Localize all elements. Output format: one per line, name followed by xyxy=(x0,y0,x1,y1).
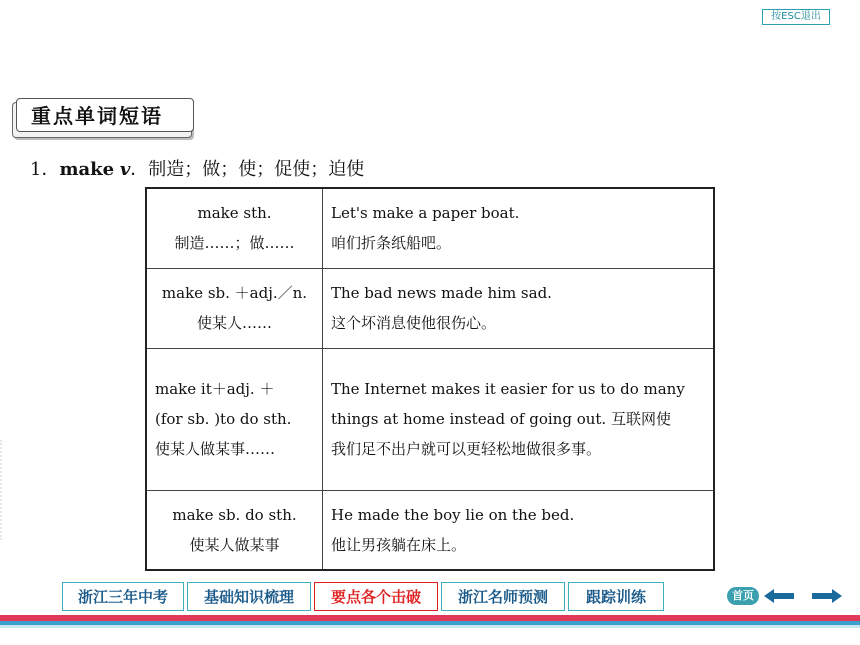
tab-practice[interactable]: 跟踪训练 xyxy=(568,582,664,611)
usage-pattern: make sb. do sth. xyxy=(172,505,297,524)
usage-table xyxy=(145,187,715,571)
esc-exit-button[interactable]: 按ESC退出 xyxy=(762,9,830,25)
example-english: The bad news made him sad. xyxy=(331,284,552,302)
decorative-dotted-line xyxy=(0,440,32,540)
tab-zhejiang-exams[interactable]: 浙江三年中考 xyxy=(62,582,184,611)
table-row xyxy=(146,490,714,570)
tab-teacher-predictions[interactable]: 浙江名师预测 xyxy=(441,582,565,611)
entry-heading xyxy=(30,155,364,181)
entry-meaning: ．制造；做；使；促使；迫使 xyxy=(130,159,365,180)
example-cell xyxy=(323,348,715,490)
example-english: Let's make a paper boat. xyxy=(331,204,520,223)
usage-pattern: make it＋adj. ＋ xyxy=(155,380,275,398)
bottom-bar-light xyxy=(0,625,860,628)
usage-pattern: make sb. ＋adj.／n. xyxy=(161,284,308,302)
example-chinese: 我们足不出户就可以更轻松地做很多事。 xyxy=(331,440,602,458)
section-title: 重点单词短语 xyxy=(16,98,194,132)
example-cell xyxy=(323,268,715,348)
entry-word: make xyxy=(59,159,115,180)
entry-part-of-speech: v xyxy=(119,159,131,180)
section-title-tag xyxy=(12,98,192,138)
usage-pattern-cell xyxy=(146,490,323,570)
table-row xyxy=(146,268,714,348)
table-row xyxy=(146,348,714,490)
entry-number: 1． xyxy=(30,159,60,180)
usage-pattern-continued: (for sb. )to do sth. xyxy=(155,410,292,428)
arrow-left-icon[interactable] xyxy=(764,587,794,605)
example-cell xyxy=(323,490,715,570)
example-english-continued: things at home instead of going out. 互联网使 xyxy=(331,410,671,428)
tab-basic-knowledge[interactable]: 基础知识梳理 xyxy=(187,582,311,611)
usage-meaning: 使某人…… xyxy=(196,314,272,332)
usage-pattern-cell xyxy=(146,348,323,490)
example-chinese: 咱们折条纸船吧。 xyxy=(331,234,452,253)
arrow-right-icon[interactable] xyxy=(812,587,842,605)
table-row xyxy=(146,188,714,268)
example-chinese: 他让男孩躺在床上。 xyxy=(331,535,467,554)
usage-meaning: 使某人做某事…… xyxy=(155,440,276,458)
example-english: He made the boy lie on the bed. xyxy=(331,505,575,524)
tab-key-points[interactable]: 要点各个击破 xyxy=(314,582,438,611)
usage-meaning: 使某人做某事 xyxy=(189,535,280,554)
usage-pattern-cell xyxy=(146,268,323,348)
usage-pattern-cell xyxy=(146,188,323,268)
example-cell xyxy=(323,188,715,268)
example-english: The Internet makes it easier for us to do many xyxy=(331,380,685,398)
usage-meaning: 制造……；做…… xyxy=(174,234,295,253)
home-button[interactable]: 首页 xyxy=(727,587,759,605)
example-chinese: 这个坏消息使他很伤心。 xyxy=(331,314,497,332)
bottom-navigation xyxy=(62,582,664,611)
usage-pattern: make sth. xyxy=(197,204,272,223)
